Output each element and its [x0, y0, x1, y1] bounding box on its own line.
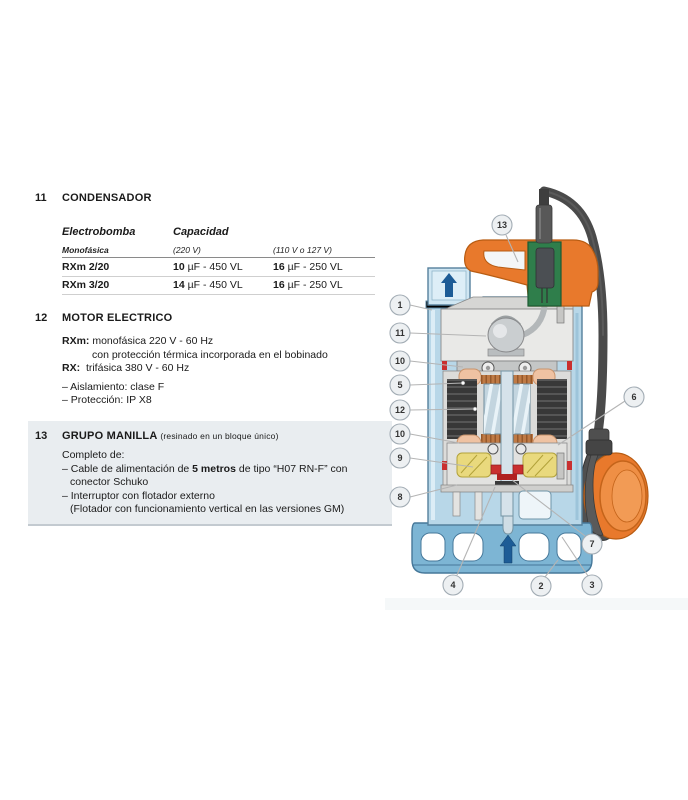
table-divider — [62, 257, 375, 258]
pump-diagram — [385, 185, 688, 610]
shaft-tip — [503, 516, 513, 534]
mechanical-seal — [513, 465, 523, 474]
callout-2 — [531, 576, 551, 596]
suction-slot — [519, 533, 549, 561]
callout-12 — [390, 400, 410, 420]
callout-3 — [582, 575, 602, 595]
cap-110-cell: 16 µF - 250 VL — [273, 279, 343, 291]
diffuser-vane — [475, 492, 482, 520]
impeller — [519, 491, 551, 519]
cap-110-cell: 16 µF - 250 VL — [273, 261, 343, 273]
section-title: MOTOR ELECTRICO — [62, 312, 173, 324]
manilla-float-bullet: – Interruptor con flotador externo — [62, 489, 215, 502]
svg-text:1: 1 — [397, 300, 403, 311]
callout-9 — [390, 448, 410, 468]
diffuser-vane — [453, 492, 460, 516]
manilla-cable-line2: conector Schuko — [70, 476, 149, 488]
oil-chamber — [523, 453, 557, 477]
svg-text:6: 6 — [631, 392, 637, 403]
manilla-float-note: (Flotador con funcionamiento vertical en las versiones GM) — [70, 503, 345, 515]
svg-text:7: 7 — [589, 539, 595, 550]
table-header-capacidad: Capacidad — [173, 226, 229, 238]
cable-gland — [539, 189, 549, 207]
callout-1 — [390, 295, 410, 315]
callout-10-upper — [390, 351, 410, 371]
table-subheader-110v: (110 V o 127 V) — [273, 245, 332, 255]
svg-text:10: 10 — [394, 356, 406, 367]
section-title-note: (resinado en un bloque único) — [160, 431, 279, 441]
section-number: 13 — [35, 430, 48, 442]
motor-rxm-line2: con protección térmica incorporada en el bobinado — [92, 348, 328, 361]
section-title: GRUPO MANILLA (resinado en un bloque único) — [62, 430, 279, 442]
callout-7 — [582, 534, 602, 554]
section-condensador-header — [0, 192, 400, 206]
section-motor-header — [0, 312, 400, 326]
capacitor-table — [62, 226, 375, 296]
svg-text:2: 2 — [538, 581, 544, 592]
section-number: 12 — [35, 312, 48, 324]
svg-text:12: 12 — [394, 405, 406, 416]
cap-220-cell: 10 µF - 450 VL — [173, 261, 243, 273]
callout-6 — [624, 387, 644, 407]
suction-slot — [421, 533, 445, 561]
cap-220-cell: 14 µF - 450 VL — [173, 279, 243, 291]
mechanical-seal — [491, 465, 501, 474]
svg-text:4: 4 — [450, 580, 456, 591]
callout-8 — [390, 487, 410, 507]
callout-4 — [443, 575, 463, 595]
section-manilla-header — [0, 430, 400, 444]
svg-text:13: 13 — [496, 220, 508, 231]
svg-text:10: 10 — [394, 429, 406, 440]
motor-bullet-aislamiento: – Aislamiento: clase F — [62, 381, 165, 393]
seal-ring — [567, 461, 572, 470]
svg-text:3: 3 — [589, 580, 595, 591]
svg-text:9: 9 — [397, 453, 403, 464]
manilla-intro: Completo de: — [62, 449, 125, 461]
model-cell: RXm 3/20 — [62, 279, 110, 291]
table-subheader-220v: (220 V) — [173, 245, 201, 255]
diagram-ground-shadow — [385, 598, 688, 610]
motor-shaft — [501, 371, 513, 516]
svg-text:11: 11 — [395, 328, 405, 339]
vent-tube — [557, 453, 564, 479]
row-separator — [62, 276, 375, 277]
capacitor — [488, 318, 524, 352]
motor-rxm-line: RXm: monofásica 220 V - 60 Hz — [62, 335, 214, 347]
callout-11 — [390, 323, 410, 343]
section-number: 11 — [35, 192, 47, 204]
model-cell: RXm 2/20 — [62, 261, 110, 273]
table-subheader-monofasica: Monofásica — [62, 245, 109, 255]
seal-ring — [567, 361, 572, 370]
callout-5 — [390, 375, 410, 395]
callout-13 — [492, 215, 512, 235]
motor-rx-line: RX: trifásica 380 V - 60 Hz — [62, 362, 190, 374]
section-title: CONDENSADOR — [62, 192, 152, 204]
callout-10-lower — [390, 424, 410, 444]
table-header-electrobomba: Electrobomba — [62, 226, 136, 238]
motor-bullet-proteccion: – Protección: IP X8 — [62, 394, 152, 406]
suction-slot — [453, 533, 483, 561]
embedded-capacitor — [536, 248, 554, 288]
row-separator — [62, 294, 375, 295]
svg-text:5: 5 — [397, 380, 403, 391]
manilla-cable-line: – Cable de alimentación de 5 metros de tipo “H07 RN-F” con — [62, 462, 348, 475]
svg-text:8: 8 — [397, 492, 403, 503]
